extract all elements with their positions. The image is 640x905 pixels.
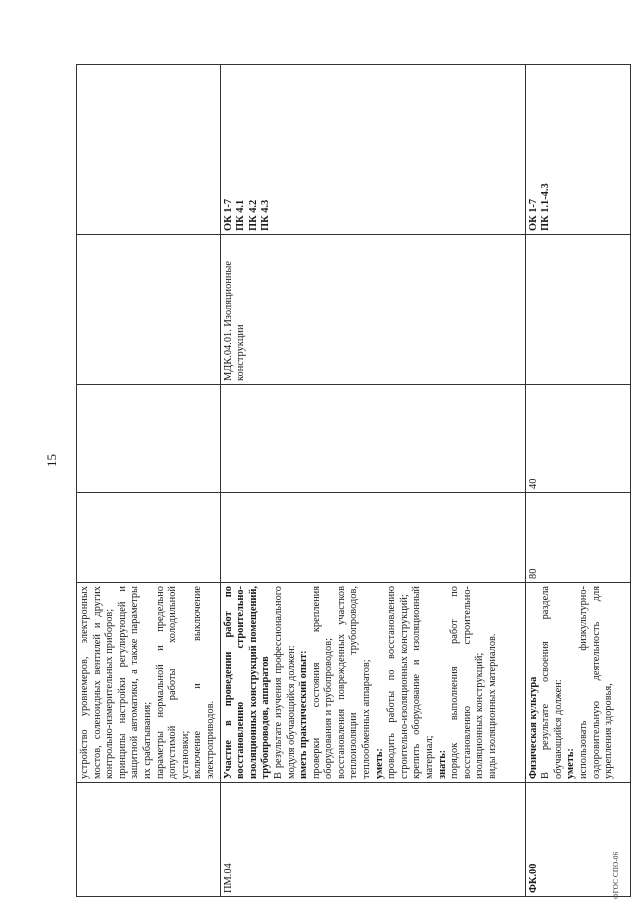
experience-item: проверки состояния крепления оборудования и трубопроводов; bbox=[310, 586, 335, 779]
cell-hours-required bbox=[77, 385, 221, 493]
cell-hours-required bbox=[220, 385, 525, 493]
content-line: устройство уровнемеров, электронных мостов, соленоидных вентилей и других контрольно-измерительных приборов; bbox=[79, 586, 116, 779]
cell-hours-max bbox=[77, 493, 221, 583]
cell-hours-max: 80 bbox=[525, 493, 630, 583]
cell-competencies bbox=[525, 65, 630, 235]
skill-item: крепить оборудование и изоляционный материал; bbox=[411, 586, 436, 779]
cell-competencies bbox=[220, 65, 525, 235]
cell-content bbox=[77, 583, 221, 783]
cell-discipline bbox=[525, 235, 630, 385]
table-row-pm04 bbox=[220, 65, 525, 897]
skills-label: уметь: bbox=[565, 748, 577, 779]
content-line: параметры нормальной и предельно допустимой работы холодильной установки; bbox=[154, 586, 191, 779]
cell-competencies bbox=[77, 65, 221, 235]
cell-code: ФК.00 bbox=[525, 783, 630, 897]
competency-code: ПК 4.3 bbox=[260, 199, 272, 231]
section-title: Физическая культура bbox=[527, 676, 539, 779]
cell-code bbox=[77, 783, 221, 897]
competency-code: ПК 4.2 bbox=[247, 199, 259, 231]
experience-item: восстановления поврежденных участков теплоизоляции трубопроводов, теплообменных аппаратов; bbox=[335, 586, 373, 779]
table-row-continuation bbox=[77, 65, 221, 897]
cell-discipline bbox=[77, 235, 221, 385]
section-intro: В результате освоения раздела обучающийся должен: bbox=[540, 586, 564, 779]
cell-content bbox=[525, 583, 630, 783]
table-row-fk00 bbox=[525, 65, 630, 897]
cell-hours-max bbox=[220, 493, 525, 583]
page-footer: ФГОС СПО-06 bbox=[612, 851, 620, 899]
experience-label: иметь практический опыт: bbox=[298, 650, 310, 779]
skills-label: уметь: bbox=[373, 748, 385, 779]
cell-hours-required: 40 bbox=[525, 385, 630, 493]
cell-code: ПМ.04 bbox=[220, 783, 525, 897]
curriculum-table bbox=[76, 64, 631, 897]
content-line: принципы настройки регулирующей и защитной автоматики, а также параметры их срабатывания; bbox=[116, 586, 153, 779]
skill-item: проводить работы по восстановлению строительно-изоляционных конструкций; bbox=[386, 586, 410, 779]
knowledge-item: виды изоляционных материалов. bbox=[487, 633, 498, 779]
cell-discipline: МДК.04.01. Изоляционные конструкции bbox=[220, 235, 525, 385]
module-title: Участие в проведении работ по восстановлению строительно-изоляционных конструкций помещений, трубопроводов, аппаратов bbox=[222, 586, 272, 779]
module-intro: В результате изучения профессионального модуля обучающийся должен: bbox=[272, 586, 297, 779]
competency-code: ОК 1-7 bbox=[527, 198, 539, 231]
knowledge-label: знать: bbox=[436, 749, 448, 779]
competency-code: ПК 4.1 bbox=[235, 199, 247, 231]
page-number: 15 bbox=[44, 454, 59, 467]
cell-content bbox=[220, 583, 525, 783]
competency-code: ОК 1-7 bbox=[222, 198, 234, 231]
skill-item: использовать физкультурно-оздоровительную деятельность для укрепления здоровья, bbox=[577, 586, 615, 779]
competency-code: ПК 1.1-4.3 bbox=[540, 183, 552, 231]
knowledge-item: порядок выполнения работ по восстановлению строительно-изоляционных конструкций; bbox=[449, 586, 486, 779]
content-line: включение и выключение электроприводов. bbox=[192, 586, 216, 779]
